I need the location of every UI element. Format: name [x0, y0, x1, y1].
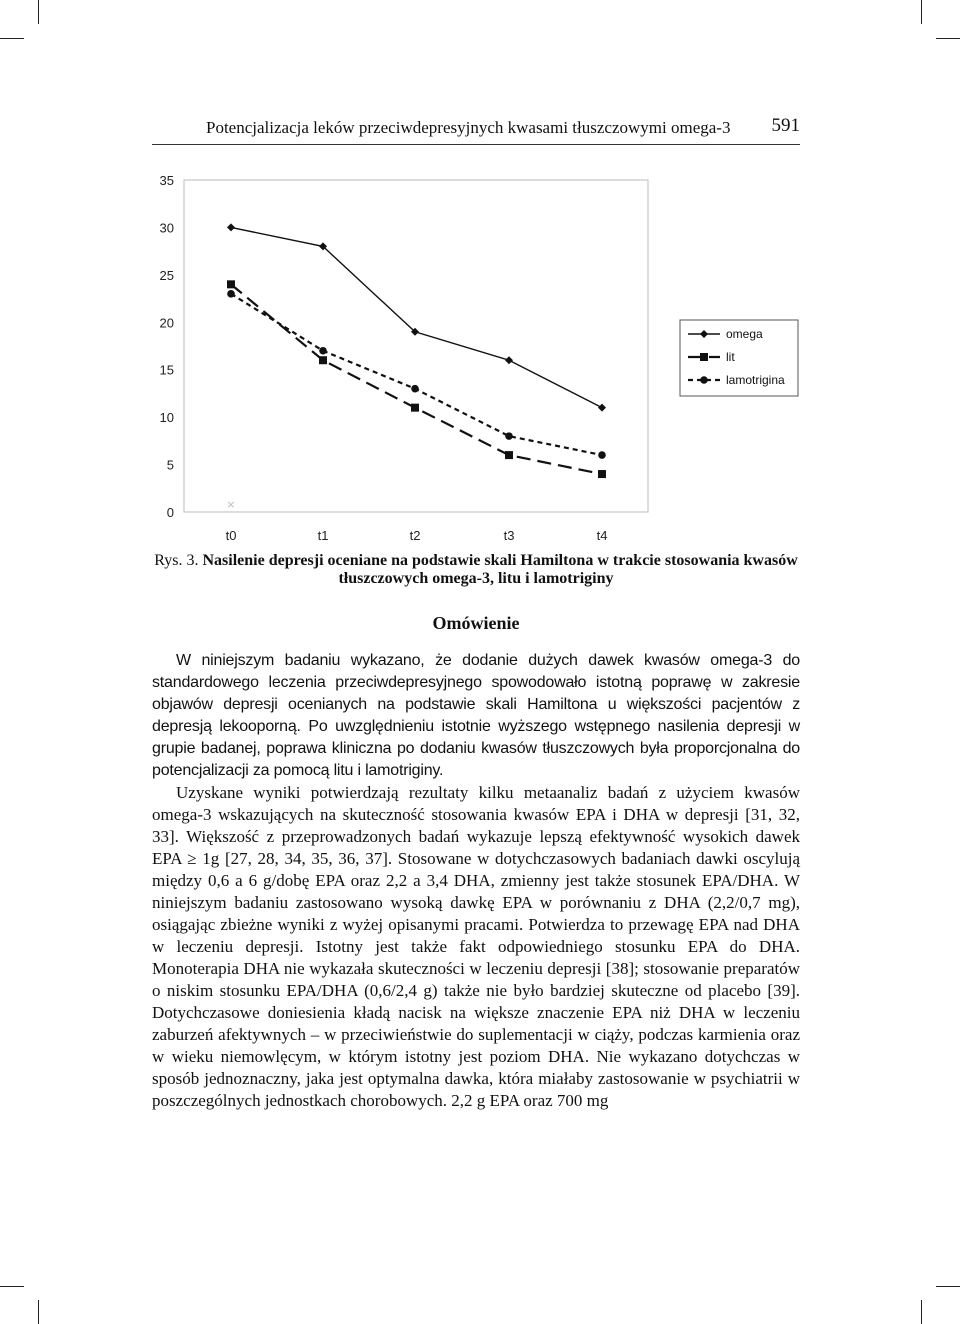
- data-point-lit: [598, 470, 606, 478]
- y-tick-label: 15: [159, 362, 174, 378]
- legend-marker-lamotrigina: [700, 376, 708, 384]
- x-tick-label: t3: [503, 528, 515, 543]
- data-point-lit: [505, 451, 513, 459]
- x-tick-label: t2: [409, 528, 421, 543]
- legend-label: lit: [726, 350, 735, 364]
- plot-frame: [184, 180, 648, 512]
- y-tick-label: 20: [159, 315, 174, 331]
- crop-mark: [0, 1286, 24, 1287]
- section-heading: Omówienie: [432, 613, 520, 633]
- x-tick-label: t4: [596, 528, 608, 543]
- figure-label: Rys. 3.: [154, 552, 199, 569]
- data-point-omega: [505, 356, 513, 364]
- data-point-lamotrigina: [227, 290, 235, 298]
- legend-label: lamotrigina: [726, 373, 785, 387]
- y-tick-label: 10: [159, 410, 174, 426]
- body-text: [152, 650, 800, 1112]
- legend-marker-lit: [700, 353, 708, 361]
- data-point-lit: [411, 404, 419, 412]
- y-tick-label: 5: [166, 457, 174, 473]
- y-tick-label: 25: [159, 267, 174, 283]
- data-point-omega: [227, 223, 235, 231]
- running-header: [152, 114, 800, 145]
- y-tick-label: 30: [159, 220, 174, 236]
- data-point-lamotrigina: [319, 347, 327, 355]
- crop-mark: [921, 0, 922, 24]
- page-number: 591: [771, 115, 800, 136]
- data-point-lamotrigina: [598, 451, 606, 459]
- hamilton-line-chart: [150, 168, 810, 548]
- running-title: Potencjalizacja leków przeciwdepresyjnych kwasami tłuszczowymi omega-3: [206, 118, 731, 137]
- data-point-lamotrigina: [411, 385, 419, 393]
- series-line-lamotrigina: [231, 294, 602, 455]
- crop-mark: [921, 1300, 922, 1324]
- crop-mark: [0, 38, 24, 39]
- y-tick-label: 35: [159, 173, 174, 188]
- data-point-omega: [598, 404, 606, 412]
- stray-mark: ×: [226, 498, 236, 511]
- crop-mark: [936, 38, 960, 39]
- x-tick-label: t0: [225, 528, 237, 543]
- legend-label: omega: [726, 327, 763, 341]
- crop-mark: [936, 1286, 960, 1287]
- crop-mark: [38, 1300, 39, 1324]
- x-tick-label: t1: [317, 528, 329, 543]
- crop-mark: [38, 0, 39, 24]
- series-line-omega: [231, 227, 602, 407]
- figure-caption: [152, 552, 800, 588]
- figure-caption-text: Nasilenie depresji oceniane na podstawie skali Hamiltona w trakcie stosowania kwasów tłuszczowych omega-3, litu i lamotriginy: [202, 552, 798, 587]
- data-point-lamotrigina: [505, 432, 513, 440]
- paragraph: Uzyskane wyniki potwierdzają rezultaty kilku metaanaliz badań z użyciem kwasów omega-3 wskazujących na skuteczność stosowania kwasów EPA i DHA w depresji [31, 32, 33]. Większość z przeprowadzonych badań wykazuje lepszą efektywność wysokich dawek EPA ≥ 1g [27, 28, 34, 35, 36, 37]. Stosowane w dotychczasowych badaniach dawki oscylują między 0,6 a 6 g/dobę EPA oraz 2,2 a 3,4 DHA, zmienny jest także stosunek EPA/DHA. W niniejszym badaniu zastosowano wysoką dawkę EPA w porównaniu z DHA (2,2/0,7 mg), osiągając zbieżne wyniki z wyżej opisanymi pracami. Potwierdza to przewagę EPA nad DHA w leczeniu depresji. Istotny jest także fakt odpowiedniego stosunku EPA do DHA. Monoterapia DHA nie wykazała skuteczności w leczeniu depresji [38]; stosowanie preparatów o niskim stosunku EPA/DHA (0,6/2,4 g) także nie było bardziej skuteczne od placebo [39]. Dotychczasowe doniesienia kładą nacisk na większe znaczenie EPA niż DHA w leczeniu zaburzeń afektywnych – w przeciwieństwie do suplementacji w ciąży, podczas karmienia oraz w wieku niemowlęcym, w którym istotny jest poziom DHA. Nie wykazano dotychczas w sposób jednoznaczny, jaka jest optymalna dawka, która miałaby zastosowanie w psychiatrii w poszczególnych jednostkach chorobowych. 2,2 g EPA oraz 700 mg: [152, 783, 800, 1110]
- data-point-lit: [227, 280, 235, 288]
- y-tick-label: 0: [166, 505, 174, 520]
- paragraph: W niniejszym badaniu wykazano, że dodanie dużych dawek kwasów omega-3 do standardowego leczenia przeciwdepresyjnego spowodowało istotną poprawę w zakresie objawów depresji ocenianych na podstawie skali Hamiltona u większości pacjentów z depresją lekooporną. Po uwzględnieniu istotnie wyższego wstępnego nasilenia depresji w grupie badanej, poprawa kliniczna po dodaniu kwasów tłuszczowych była proporcjonalna do potencjalizacji za pomocą litu i lamotriginy.: [152, 652, 800, 779]
- data-point-lit: [319, 356, 327, 364]
